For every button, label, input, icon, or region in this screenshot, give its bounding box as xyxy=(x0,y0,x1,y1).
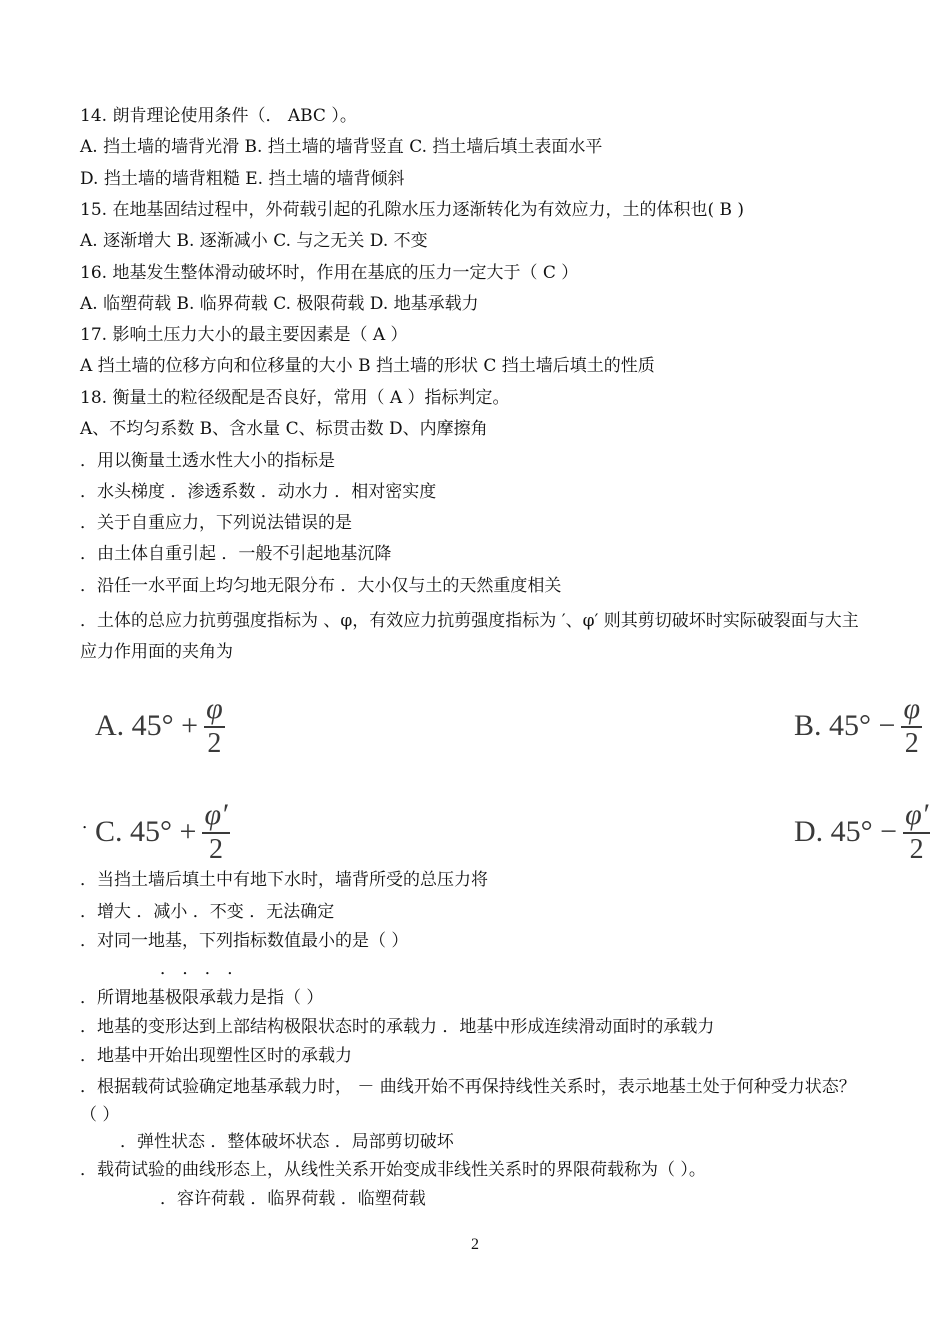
question-boundary-load: ．载荷试验的曲线形态上，从线性关系开始变成非线性关系时的界限荷载称为（ ）。 xyxy=(80,1160,706,1180)
q18-options: A、不均匀系数 B、含水量 C、标贯击数 D、内摩擦角 xyxy=(80,419,488,439)
formula-a-label: A. 45° + xyxy=(95,709,199,742)
formula-option-b xyxy=(794,694,922,758)
formula-b-numerator: φ xyxy=(903,692,921,725)
question-load-test-state: ．根据载荷试验确定地基承载力时， － 曲线开始不再保持线性关系时，表示地基土处于何种受力状态？（ ） xyxy=(80,1077,856,1125)
question-14: 14. 朗肯理论使用条件（． ABC ）。 xyxy=(80,106,357,126)
formula-option-a xyxy=(95,694,225,758)
boundary-load-options: ．容许荷载 ．临界荷载 ．临塑荷载 xyxy=(160,1189,426,1209)
q15-options: A. 逐渐增大 B. 逐渐减小 C. 与之无关 D. 不变 xyxy=(80,231,428,251)
question-self-weight-stress: ．关于自重应力，下列说法错误的是 xyxy=(80,513,352,533)
q14-options-d-e: D. 挡土墙的墙背粗糙 E. 挡土墙的墙背倾斜 xyxy=(80,169,405,189)
formula-d-denominator: 2 xyxy=(909,834,924,865)
self-weight-options-1: ．由土体自重引起 ．一般不引起地基沉降 xyxy=(80,544,392,564)
page-number: 2 xyxy=(471,1236,479,1253)
formula-c-label: C. 45° + xyxy=(95,815,197,848)
q17-options: A 挡土墙的位移方向和位移量的大小 B 挡土墙的形状 C 挡土墙后填土的性质 xyxy=(80,356,655,376)
question-failure-angle: ．土体的总应力抗剪强度指标为 、φ，有效应力抗剪强度指标为 ′、φ′ 则其剪切破坏时实际破裂面与大主应力作用面的夹角为 xyxy=(80,611,859,662)
formula-b-fraction xyxy=(901,694,922,758)
question-ultimate-capacity: ．所谓地基极限承载力是指（ ） xyxy=(80,988,324,1008)
formula-option-c xyxy=(95,800,230,864)
smallest-index-options: ． ． ． ． xyxy=(160,959,245,979)
permeability-options: ．水头梯度 ．渗透系数 ．动水力 ．相对密实度 xyxy=(80,482,437,502)
question-16: 16. 地基发生整体滑动破坏时，作用在基底的压力一定大于（ C ） xyxy=(80,263,579,283)
formula-d-fraction xyxy=(903,800,930,864)
ultimate-capacity-options-1: ．地基的变形达到上部结构极限状态时的承载力 ．地基中形成连续滑动面时的承载力 xyxy=(80,1017,715,1037)
question-smallest-index: ．对同一地基，下列指标数值最小的是（ ） xyxy=(80,931,409,951)
load-test-state-options: ．弹性状态 ．整体破坏状态 ．局部剪切破坏 xyxy=(120,1132,454,1152)
formula-a-denominator: 2 xyxy=(207,728,222,759)
formula-a-numerator: φ xyxy=(206,692,223,725)
question-18: 18. 衡量土的粒径级配是否良好，常用（ A ）指标判定。 xyxy=(80,388,510,408)
formula-c-numerator: φ′ xyxy=(204,798,228,831)
formula-d-numerator: φ′ xyxy=(905,798,929,831)
question-17: 17. 影响土压力大小的最主要因素是（ A ） xyxy=(80,325,408,345)
formula-prefix-dot: ． xyxy=(82,813,99,833)
question-15: 15. 在地基固结过程中，外荷载引起的孔隙水压力逐渐转化为有效应力，土的体积也( B ) xyxy=(80,200,745,220)
formula-c-fraction xyxy=(202,800,229,864)
formula-b-denominator: 2 xyxy=(904,728,919,759)
self-weight-options-2: ．沿任一水平面上均匀地无限分布 ．大小仅与土的天然重度相关 xyxy=(80,576,562,596)
formula-c-denominator: 2 xyxy=(209,834,224,865)
formula-d-label: D. 45° − xyxy=(794,815,898,848)
q14-options-a-c: A. 挡土墙的墙背光滑 B. 挡土墙的墙背竖直 C. 挡土墙后填土表面水平 xyxy=(80,137,603,157)
question-permeability: ．用以衡量土透水性大小的指标是 xyxy=(80,451,335,471)
groundwater-options: ．增大 ．减小 ．不变 ．无法确定 xyxy=(80,902,335,922)
formula-option-d xyxy=(794,800,930,864)
ultimate-capacity-options-2: ．地基中开始出现塑性区时的承载力 xyxy=(80,1046,352,1066)
formula-a-fraction xyxy=(204,694,225,758)
q16-options: A. 临塑荷载 B. 临界荷载 C. 极限荷载 D. 地基承载力 xyxy=(80,294,479,314)
question-groundwater: ．当挡土墙后填土中有地下水时，墙背所受的总压力将 xyxy=(80,870,488,890)
formula-b-label: B. 45° − xyxy=(794,709,896,742)
